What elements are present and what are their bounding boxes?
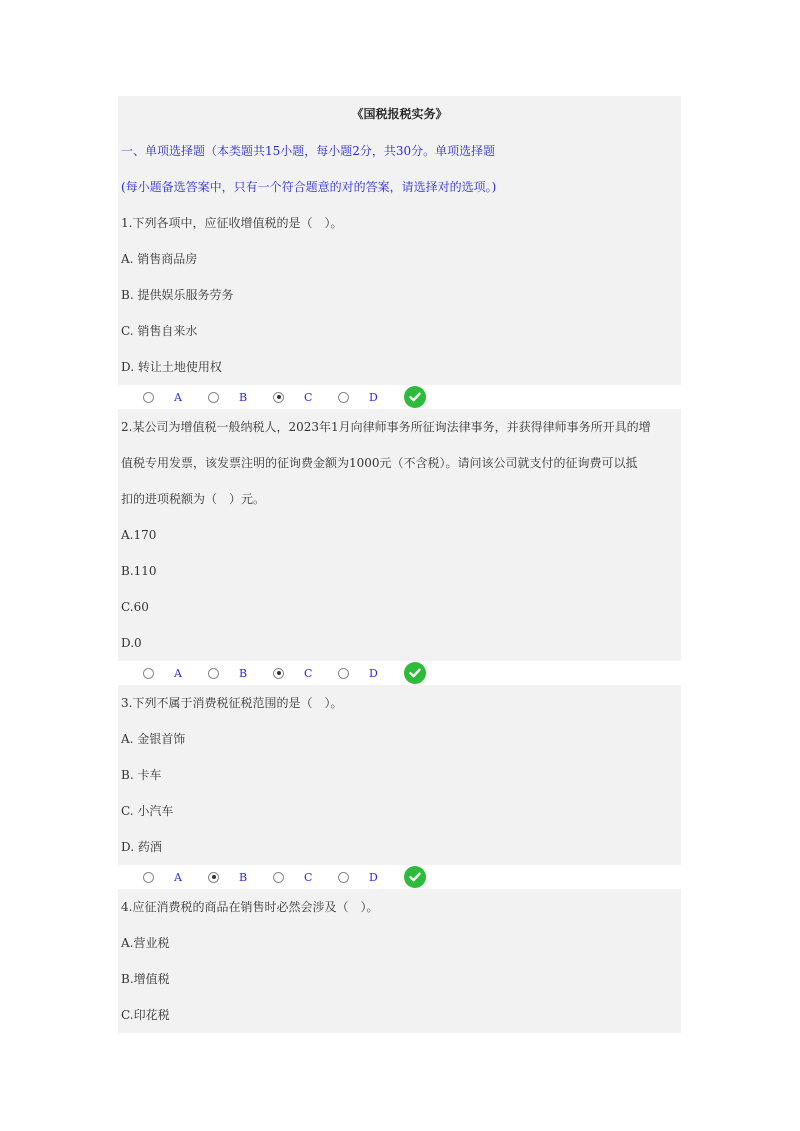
choice-label-d: D [369, 390, 378, 404]
choice-label-a: A [174, 870, 182, 884]
option-c: C.60 [121, 600, 149, 614]
radio-b[interactable] [208, 392, 219, 403]
choice-d[interactable] [338, 865, 378, 889]
choice-a[interactable] [143, 865, 182, 889]
answer-row-q3 [118, 865, 681, 889]
radio-c-selected[interactable] [273, 392, 284, 403]
option-d: D. 转让土地使用权 [121, 360, 222, 374]
question-stem-line-1: 2.某公司为增值税一般纳税人，2023年1月向律师事务所征询法律事务，并获得律师事务所开具的增 [121, 420, 651, 434]
option-c: C. 销售自来水 [121, 324, 198, 338]
option-a: A.营业税 [121, 936, 170, 950]
choice-label-d: D [369, 666, 378, 680]
q3-block [118, 685, 681, 865]
check-circle-icon [404, 866, 426, 888]
option-c: C. 小汽车 [121, 804, 174, 818]
choice-label-c: C [304, 390, 313, 404]
choice-a[interactable] [143, 661, 182, 685]
radio-a[interactable] [143, 872, 154, 883]
option-b: B.增值税 [121, 972, 170, 986]
radio-a[interactable] [143, 668, 154, 679]
question-stem: 4.应征消费税的商品在销售时必然会涉及（ ）。 [121, 900, 379, 914]
question-stem: 3.下列不属于消费税征税范围的是（ ）。 [121, 696, 343, 710]
option-a: A. 金银首饰 [121, 732, 186, 746]
q1-block [118, 96, 681, 385]
option-d: D.0 [121, 636, 142, 650]
radio-a[interactable] [143, 392, 154, 403]
choice-label-b: B [239, 870, 248, 884]
radio-c-selected[interactable] [273, 668, 284, 679]
choice-label-b: B [239, 390, 248, 404]
option-a: A. 销售商品房 [121, 252, 198, 266]
section-heading: 一、单项选择题（本类题共15小题，每小题2分，共30分。单项选择题 [121, 144, 496, 158]
radio-d[interactable] [338, 392, 349, 403]
question-stem-line-3: 扣的进项税额为（ ）元。 [121, 492, 266, 506]
check-circle-icon [404, 662, 426, 684]
option-b: B.110 [121, 564, 157, 578]
choice-d[interactable] [338, 385, 378, 409]
choice-c[interactable] [273, 661, 312, 685]
choice-c[interactable] [273, 865, 312, 889]
choice-d[interactable] [338, 661, 378, 685]
q4-block [118, 889, 681, 1033]
choice-label-c: C [304, 666, 313, 680]
answer-row-q1 [118, 385, 681, 409]
page-title: 《国税报税实务》 [351, 107, 448, 121]
choice-label-a: A [174, 390, 182, 404]
choice-b[interactable] [208, 385, 247, 409]
radio-d[interactable] [338, 668, 349, 679]
option-d: D. 药酒 [121, 840, 162, 854]
choice-a[interactable] [143, 385, 182, 409]
check-circle-icon [404, 386, 426, 408]
radio-b[interactable] [208, 668, 219, 679]
question-stem-line-2: 值税专用发票，该发票注明的征询费金额为1000元（不含税）。请问该公司就支付的征询费可以抵 [121, 456, 638, 470]
choice-label-a: A [174, 666, 182, 680]
choice-label-b: B [239, 666, 248, 680]
radio-c[interactable] [273, 872, 284, 883]
option-b: B. 提供娱乐服务劳务 [121, 288, 234, 302]
radio-b-selected[interactable] [208, 872, 219, 883]
exam-paper [118, 96, 681, 1033]
radio-d[interactable] [338, 872, 349, 883]
answer-row-q2 [118, 661, 681, 685]
choice-b[interactable] [208, 661, 247, 685]
section-instruction: (每小题备选答案中，只有一个符合题意的对的答案，请选择对的选项。) [121, 180, 497, 194]
option-c: C.印花税 [121, 1008, 170, 1022]
choice-b[interactable] [208, 865, 247, 889]
option-b: B. 卡车 [121, 768, 162, 782]
question-stem: 1.下列各项中，应征收增值税的是（ ）。 [121, 216, 343, 230]
choice-label-d: D [369, 870, 378, 884]
q2-block [118, 409, 681, 661]
option-a: A.170 [121, 528, 157, 542]
choice-label-c: C [304, 870, 313, 884]
choice-c[interactable] [273, 385, 312, 409]
